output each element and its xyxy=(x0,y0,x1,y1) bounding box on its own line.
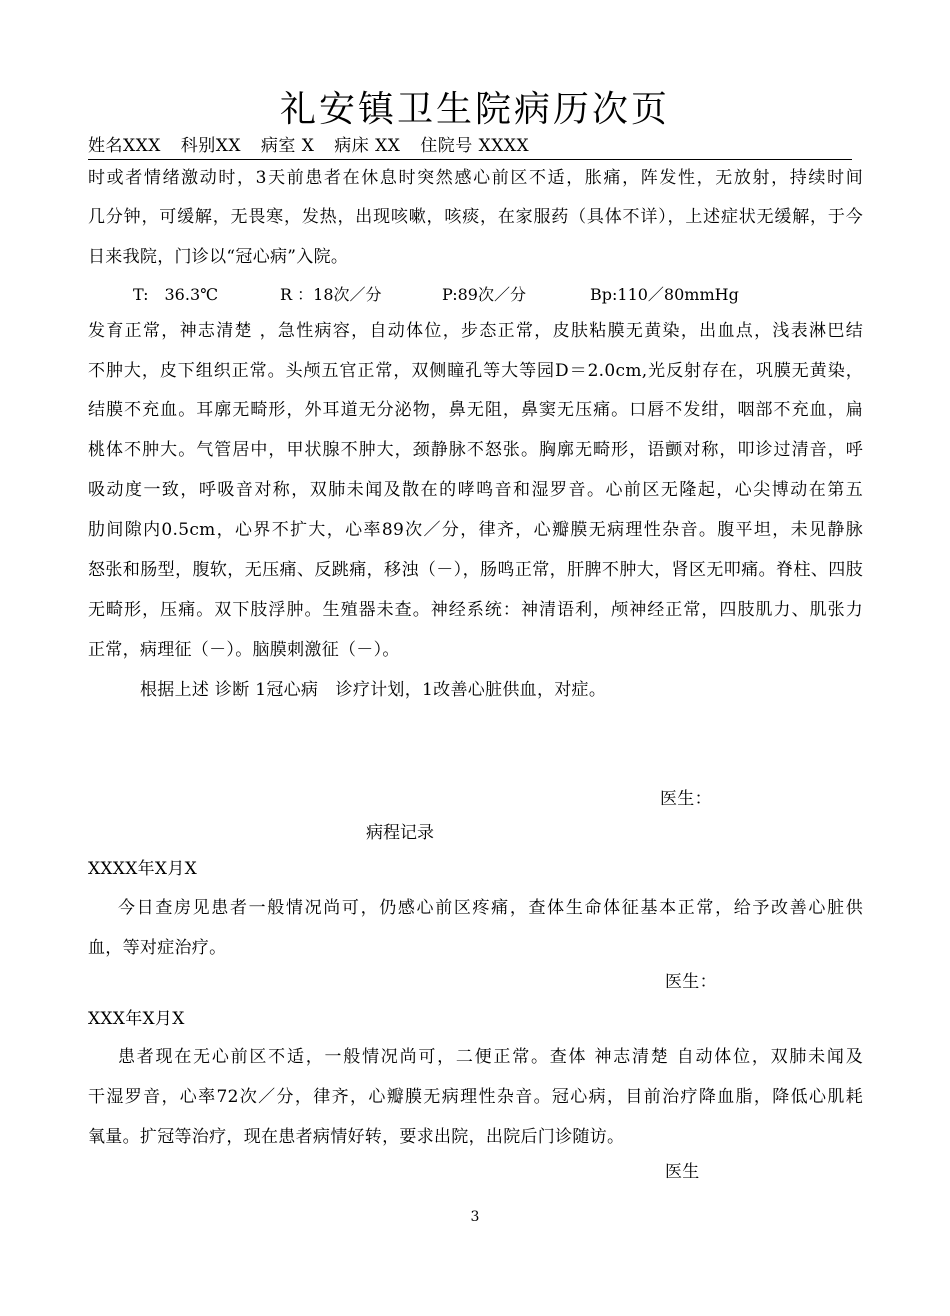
admission-number: 住院号 XXXX xyxy=(420,136,530,156)
vital-temperature: T: 36.3℃ xyxy=(133,285,219,304)
ward: 病室 X xyxy=(260,136,315,156)
patient-header xyxy=(88,134,852,160)
doctor-signature-label: 医生： xyxy=(660,789,712,809)
entry-date: XXX年X月X xyxy=(88,1009,185,1029)
entry-text: 患者现在无心前区不适，一般情况尚可，二便正常。查体 神志清楚 自动体位，双肺未闻及 xyxy=(118,1047,863,1067)
entry-text: 氧量。扩冠等治疗，现在患者病情好转，要求出院，出院后门诊随访。 xyxy=(88,1127,625,1147)
history-line: 几分钟，可缓解，无畏寒，发热，出现咳嗽，咳痰，在家服药（具体不详），上述症状无缓解，于今 xyxy=(88,207,863,227)
exam-line: 发育正常，神志清楚 ，急性病容，自动体位，步态正常，皮肤粘膜无黄染，出血点，浅表淋巴结 xyxy=(88,321,863,341)
patient-name: 姓名XXX xyxy=(88,136,161,156)
page-number: 3 xyxy=(470,1209,480,1225)
doctor-signature-label: 医生 xyxy=(665,1162,700,1182)
entry-text: 干湿罗音，心率72次／分，律齐，心瓣膜无病理性杂音。冠心病，目前治疗降血脂，降低心肌耗 xyxy=(88,1087,863,1107)
vital-signs xyxy=(0,283,950,307)
entry-text: 今日查房见患者一般情况尚可，仍感心前区疼痛，查体生命体征基本正常，给予改善心脏供 xyxy=(118,898,863,918)
exam-line: 肋间隙内0.5cm，心界不扩大，心率89次／分，律齐，心瓣膜无病理性杂音。腹平坦，未见静脉 xyxy=(88,520,863,540)
history-line: 时或者情绪激动时，3天前患者在休息时突然感心前区不适，胀痛，阵发性，无放射，持续时间 xyxy=(88,168,863,188)
exam-line: 吸动度一致，呼吸音对称，双肺未闻及散在的哮鸣音和湿罗音。心前区无隆起，心尖博动在第五 xyxy=(88,480,863,500)
exam-line: 不肿大，皮下组织正常。头颅五官正常，双侧瞳孔等大等园D＝2.0cm,光反射存在，巩膜无黄染， xyxy=(88,361,863,381)
exam-line: 怒张和肠型，腹软，无压痛、反跳痛，移浊（－），肠鸣正常，肝脾不肿大，肾区无叩痛。脊柱、四肢 xyxy=(88,560,863,580)
page-title: 礼安镇卫生院病历次页 xyxy=(279,89,670,130)
vital-blood-pressure: Bp:110／80mmHg xyxy=(590,285,739,304)
bed: 病床 XX xyxy=(334,136,401,156)
diagnosis-plan: 根据上述 诊断 1冠心病 诊疗计划，1改善心脏供血，对症。 xyxy=(140,680,607,700)
exam-line: 桃体不肿大。气管居中，甲状腺不肿大，颈静脉不怒张。胸廓无畸形，语颤对称，叩诊过清音，呼 xyxy=(88,440,863,460)
doctor-signature-label: 医生： xyxy=(665,972,717,992)
progress-record-title: 病程记录 xyxy=(366,823,434,843)
entry-date: XXXX年X月X xyxy=(88,859,198,879)
vital-pulse: P:89次／分 xyxy=(442,285,526,304)
vital-respiration: R ：18次／分 xyxy=(280,285,382,304)
entry-text: 血，等对症治疗。 xyxy=(88,938,227,958)
exam-line: 结膜不充血。耳廓无畸形，外耳道无分泌物，鼻无阻，鼻窦无压痛。口唇不发绀，咽部不充血，扁 xyxy=(88,400,863,420)
exam-line: 无畸形，压痛。双下肢浮肿。生殖器未查。神经系统：神清语利，颅神经正常，四肢肌力、肌张力 xyxy=(88,600,863,620)
history-line: 日来我院，门诊以“冠心病”入院。 xyxy=(88,247,349,267)
department: 科别XX xyxy=(180,136,241,156)
exam-line: 正常，病理征（－）。脑膜刺激征（－）。 xyxy=(88,640,400,660)
